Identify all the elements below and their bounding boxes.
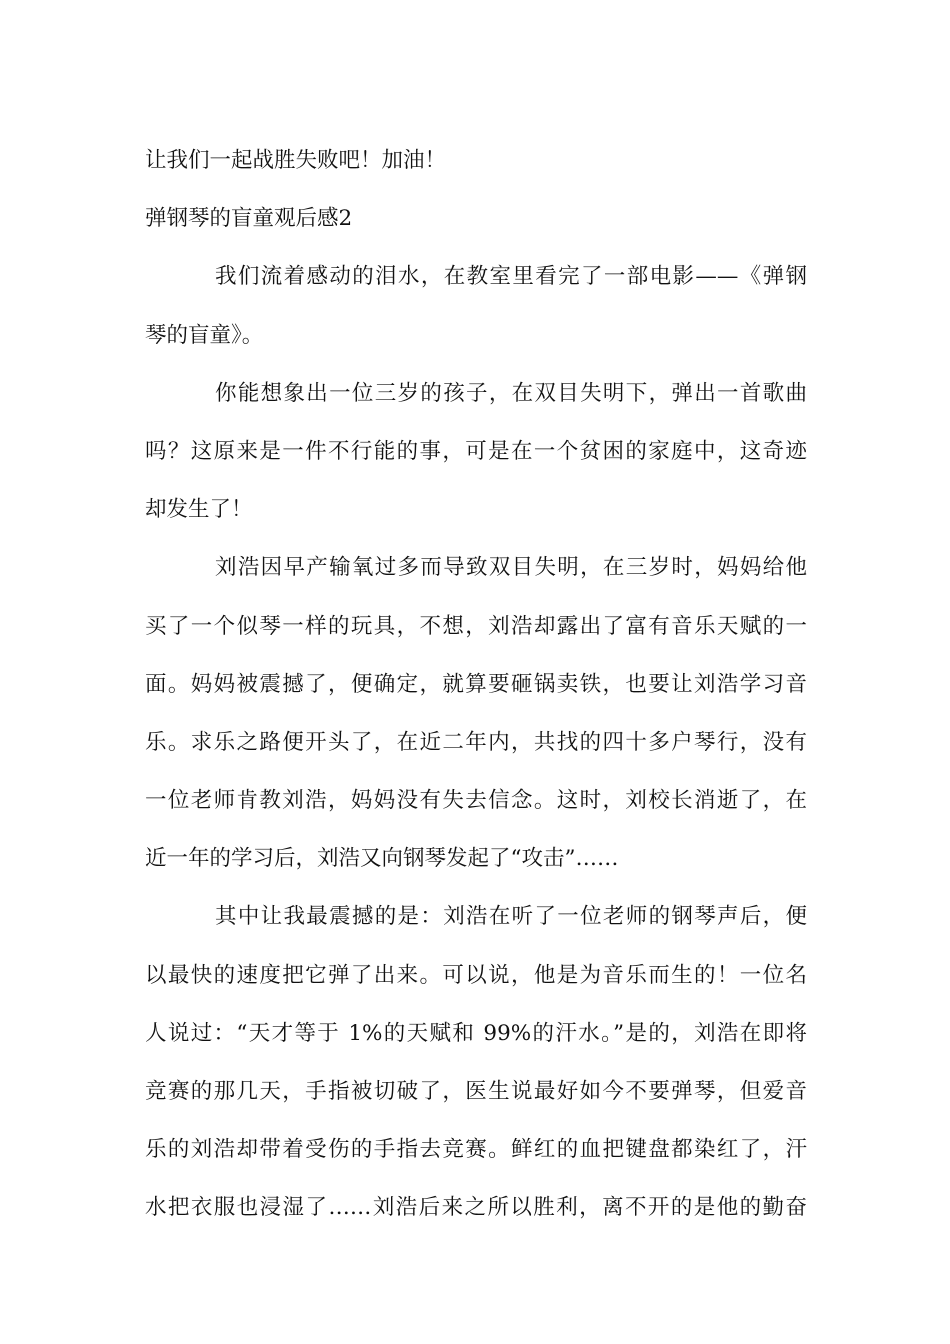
paragraph-4-line-5: 乐的刘浩却带着受伤的手指去竞赛。鲜红的血把键盘都染红了，汗 (145, 1137, 807, 1163)
paragraph-1-line-2: 琴的盲童》。 (145, 322, 264, 348)
paragraph-4-line-1: 其中让我最震撼的是：刘浩在听了一位老师的钢琴声后，便 (215, 904, 807, 930)
paragraph-3-line-1: 刘浩因早产输氧过多而导致双目失明，在三岁时，妈妈给他 (215, 555, 807, 581)
paragraph-4-line-6: 水把衣服也浸湿了……刘浩后来之所以胜利，离不开的是他的勤奋 (145, 1195, 807, 1221)
paragraph-2-line-1: 你能想象出一位三岁的孩子，在双目失明下，弹出一首歌曲 (215, 380, 807, 406)
paragraph-3-line-3: 面。妈妈被震撼了，便确定，就算要砸锅卖铁，也要让刘浩学习音 (145, 671, 807, 697)
paragraph-3-line-6: 近一年的学习后，刘浩又向钢琴发起了“攻击”…… (145, 846, 619, 872)
document-body (145, 132, 807, 1238)
paragraph-3-line-2: 买了一个似琴一样的玩具，不想，刘浩却露出了富有音乐天赋的一 (145, 613, 807, 639)
paragraph-4-line-4: 竞赛的那几天，手指被切破了，医生说最好如今不要弹琴，但爱音 (145, 1079, 807, 1104)
paragraph-4-line-3: 人说过：“天才等于 1%的天赋和 99%的汗水。”是的，刘浩在即将 (145, 1020, 807, 1046)
closing-line: 让我们一起战胜失败吧！加油！ (145, 148, 447, 173)
paragraph-1-line-1: 我们流着感动的泪水，在教室里看完了一部电影——《弹钢 (215, 264, 807, 290)
section-title: 弹钢琴的盲童观后感2 (145, 206, 353, 232)
paragraph-3-line-4: 乐。求乐之路便开头了，在近二年内，共找的四十多户琴行，没有 (145, 729, 807, 755)
paragraph-2-line-3: 却发生了！ (145, 497, 253, 523)
paragraph-4-line-2: 以最快的速度把它弹了出来。可以说，他是为音乐而生的！一位名 (145, 962, 807, 988)
paragraph-2-line-2: 吗？这原来是一件不行能的事，可是在一个贫困的家庭中，这奇迹 (145, 438, 807, 464)
paragraph-3-line-5: 一位老师肯教刘浩，妈妈没有失去信念。这时，刘校长消逝了，在 (145, 788, 807, 814)
